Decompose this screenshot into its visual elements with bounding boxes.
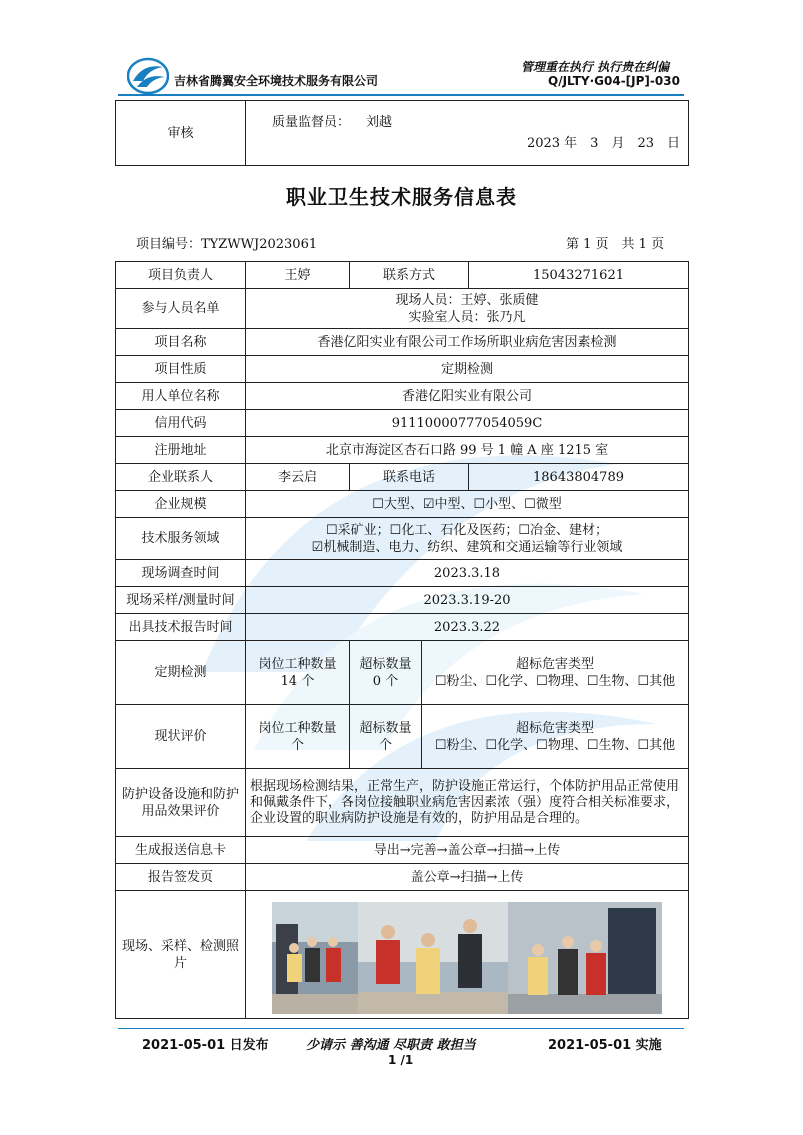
periodic-exceed: 超标数量 0 个 — [350, 641, 422, 705]
participants-label: 参与人员名单 — [116, 289, 246, 329]
table-row — [116, 289, 689, 329]
table-row — [116, 329, 689, 356]
photo-site-3 — [508, 902, 662, 1014]
table-row — [116, 410, 689, 437]
table-row — [116, 837, 689, 864]
leader-label: 项目负责人 — [116, 262, 246, 289]
table-row — [116, 769, 689, 837]
sampling-time-value: 2023.3.19-20 — [246, 587, 689, 614]
table-row — [116, 464, 689, 491]
contact-value: 15043271621 — [469, 262, 689, 289]
photo-site-2 — [358, 902, 508, 1014]
supervisor-name: 刘越 — [366, 115, 393, 130]
ent-contact-label: 企业联系人 — [116, 464, 246, 491]
motto: 管理重在执行 执行贵在纠偏 — [521, 60, 670, 74]
status-label: 现状评价 — [116, 705, 246, 769]
page-info: 第 1 页 共 1 页 — [566, 237, 665, 252]
nature-label: 项目性质 — [116, 356, 246, 383]
survey-time-value: 2023.3.18 — [246, 560, 689, 587]
leader-value: 王婷 — [246, 262, 350, 289]
review-table — [115, 100, 689, 166]
table-row — [116, 356, 689, 383]
field-line-1: ☐采矿业；☐化工、石化及医药；☐冶金、建材； — [326, 522, 608, 538]
table-row — [116, 491, 689, 518]
page-title: 职业卫生技术服务信息表 — [286, 185, 517, 209]
sampling-time-label: 现场采样/测量时间 — [116, 587, 246, 614]
project-name-label: 项目名称 — [116, 329, 246, 356]
participants-lab: 实验室人员：张乃凡 — [408, 309, 526, 325]
periodic-hazard-cell — [422, 641, 689, 705]
footer-rule — [118, 1028, 684, 1029]
phone-label: 联系电话 — [350, 464, 469, 491]
project-name-value: 香港亿阳实业有限公司工作场所职业病危害因素检测 — [246, 329, 689, 356]
company-logo-icon — [127, 57, 169, 95]
credit-label: 信用代码 — [116, 410, 246, 437]
review-label: 审核 — [116, 101, 246, 166]
footer-page-number: 1 /1 — [388, 1053, 414, 1067]
table-row — [116, 437, 689, 464]
status-hazard-cell — [422, 705, 689, 769]
field-label: 技术服务领域 — [116, 518, 246, 560]
report-time-value: 2023.3.22 — [246, 614, 689, 641]
table-row — [116, 614, 689, 641]
address-label: 注册地址 — [116, 437, 246, 464]
table-row — [116, 262, 689, 289]
review-cell — [246, 101, 689, 166]
phone-value: 18643804789 — [469, 464, 689, 491]
card-label: 生成报送信息卡 — [116, 837, 246, 864]
table-row — [116, 383, 689, 410]
table-row — [116, 641, 689, 705]
scale-value: ☐大型、☑中型、☐小型、☐微型 — [246, 491, 689, 518]
participants-cell — [246, 289, 689, 329]
table-row — [116, 705, 689, 769]
project-number: 项目编号：TYZWWJ2023061 — [136, 237, 318, 252]
periodic-label: 定期检测 — [116, 641, 246, 705]
field-cell — [246, 518, 689, 560]
table-row — [116, 587, 689, 614]
protection-text: 根据现场检测结果，正常生产，防护设施正常运行，个体防护用品正常使用和佩戴条件下，各岗位接触职业病危害因素浓（强）度符合相关标准要求，企业设置的职业病防护设施是有效的，防护用品是合理的。 — [246, 769, 689, 837]
report-time-label: 出具技术报告时间 — [116, 614, 246, 641]
address-value: 北京市海淀区杏石口路 99 号 1 幢 A 座 1215 室 — [246, 437, 689, 464]
protection-label: 防护设备设施和防护用品效果评价 — [116, 769, 246, 837]
table-row — [116, 518, 689, 560]
periodic-hazard-title: 超标危害类型 — [515, 656, 594, 672]
header-rule — [118, 94, 684, 96]
employer-label: 用人单位名称 — [116, 383, 246, 410]
sign-flow: 盖公章→扫描→上传 — [246, 864, 689, 891]
photo-label: 现场、采样、检测照片 — [116, 891, 246, 1019]
doc-code: Q/JLTY·G04-[JP]-030 — [548, 74, 680, 88]
photo-site-1 — [272, 902, 358, 1014]
sign-label: 报告签发页 — [116, 864, 246, 891]
card-flow: 导出→完善→盖公章→扫描→上传 — [246, 837, 689, 864]
review-date: 2023 年 3 月 23 日 — [526, 136, 680, 151]
table-row — [116, 560, 689, 587]
supervisor-label: 质量监督员： — [272, 115, 351, 130]
periodic-posts: 岗位工种数量 14 个 — [246, 641, 350, 705]
effective-date: 2021-05-01 实施 — [548, 1038, 662, 1053]
ent-contact-value: 李云启 — [246, 464, 350, 491]
status-hazard-title: 超标危害类型 — [515, 720, 594, 736]
survey-time-label: 现场调查时间 — [116, 560, 246, 587]
status-posts: 岗位工种数量 个 — [246, 705, 350, 769]
status-exceed: 超标数量 个 — [350, 705, 422, 769]
contact-label: 联系方式 — [350, 262, 469, 289]
status-hazard-value: ☐粉尘、☐化学、☐物理、☐生物、☐其他 — [434, 737, 676, 753]
credit-value: 91110000777054059C — [246, 410, 689, 437]
field-line-2: ☑机械制造、电力、纺织、建筑和交通运输等行业领域 — [311, 539, 623, 555]
table-row — [116, 864, 689, 891]
scale-label: 企业规模 — [116, 491, 246, 518]
footer-slogan: 少请示 善沟通 尽职责 敢担当 — [306, 1038, 476, 1053]
periodic-hazard-value: ☐粉尘、☐化学、☐物理、☐生物、☐其他 — [434, 673, 676, 689]
participants-site: 现场人员：王婷、张质健 — [395, 292, 539, 308]
nature-value: 定期检测 — [246, 356, 689, 383]
employer-value: 香港亿阳实业有限公司 — [246, 383, 689, 410]
company-name: 吉林省腾翼安全环境技术服务有限公司 — [174, 74, 379, 88]
issued-date: 2021-05-01 日发布 — [142, 1038, 269, 1053]
